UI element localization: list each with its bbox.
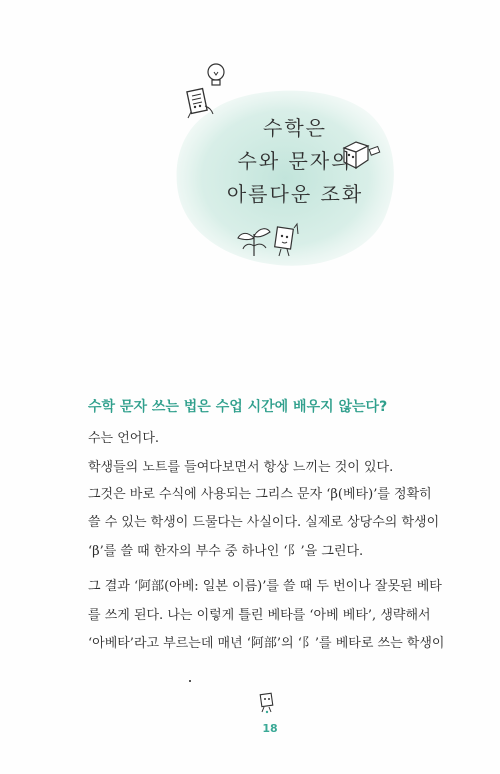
body-line-6: 그 결과 ‘阿部(아베: 일본 이름)’를 쓸 때 두 번이나 잘못된 베타 — [88, 579, 442, 594]
body-line-8: ‘아베타’라고 부르는데 매년 ‘阿部’의 ‘阝’를 베타로 쓰는 학생이 — [88, 636, 445, 651]
body-line-5: ‘β’를 쓸 때 한자의 부수 중 하나인 ‘阝’을 그린다. — [88, 544, 364, 559]
body-line-7: 를 쓰게 된다. 나는 이렇게 틀린 베타를 ‘아베 베타’, 생략해서 — [88, 608, 431, 623]
section-subheading: 수학 문자 쓰는 법은 수업 시간에 배우지 않는다? — [88, 399, 388, 415]
body-line-2: 학생들의 노트를 들여다보면서 항상 느끼는 것이 있다. — [88, 460, 394, 475]
stray-dot — [189, 680, 191, 682]
sprout-icon — [236, 222, 272, 258]
page-number: 18 — [262, 722, 278, 735]
body-line-4: 쓸 수 있는 학생이 드물다는 사실이다. 실제로 상당수의 학생이 — [88, 515, 440, 530]
body-line-1: 수는 언어다. — [88, 431, 160, 446]
chapter-title — [205, 112, 385, 211]
footer-character-icon — [258, 692, 276, 714]
body-line-3: 그것은 바로 수식에 사용되는 그리스 문자 ‘β(베타)’를 정확히 — [88, 487, 432, 502]
chapter-title-line-1: 수학은 — [263, 116, 327, 140]
chapter-title-line-2: 수와 문자의 — [237, 149, 353, 173]
chapter-title-line-3: 아름다운 조화 — [226, 182, 364, 206]
tree-character-icon — [270, 222, 300, 258]
